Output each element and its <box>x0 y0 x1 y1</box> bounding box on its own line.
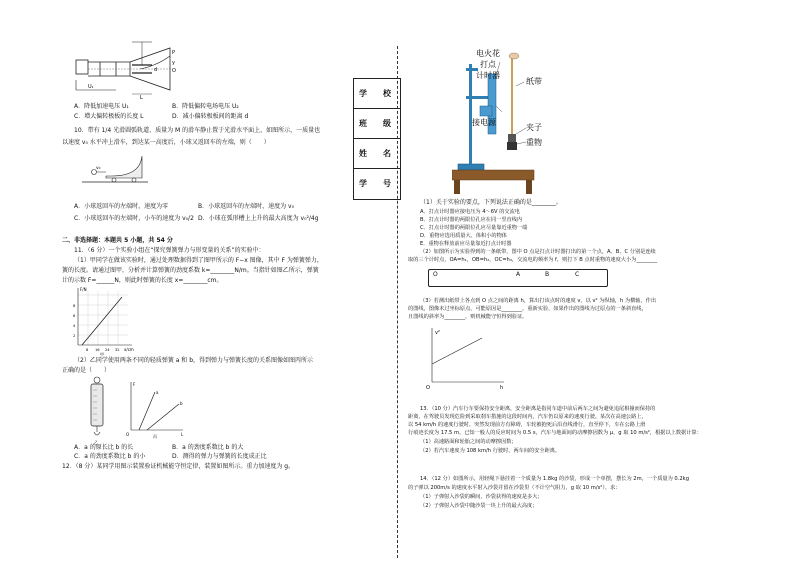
q14-part1: （1）子弹射入沙袋的瞬间，沙袋获得的速度是多大； <box>420 494 543 500</box>
graph-h-axis: h <box>500 385 504 391</box>
q13-line2: 距离，在驾驶员发现危险到采取刹车措施的这段时间内，汽车仍以原来的速度行驶。某次在高速公路上， <box>408 414 647 420</box>
graph-v2-axis: v² <box>435 330 440 336</box>
q12-part2-a: （2）如图所示为实验得到的一条纸带，图中 O 点是打点计时器打出的第一个点，A、B、C 分别是连续 <box>420 249 656 255</box>
q12-part3-c: 且图线的斜率为________，则机械能守恒得到验证。 <box>408 314 528 320</box>
q11-option-a: A．a 的原长比 b 的长 <box>74 444 134 451</box>
q13-line3: 以 54 km/h 的速度行驶时，突然发现前方有障碍，车轮被抱死后沿直线滑行，直至停下，车在公路上滑 <box>408 422 646 428</box>
q12-part3-b: 的图线，图像未过坐标原点，可能原因是________。重新实验，如果作出的图线为过原点的一条斜直线， <box>408 306 647 312</box>
q10-line1: 10．带有 1/4 光滑圆弧轨道、质量为 M 的滑车静止置于光滑水平面上，如图所示，一质量也 <box>74 127 321 134</box>
graph-origin: O <box>126 432 130 437</box>
q9-option-b: B．降低偏转电场电压 U₂ <box>172 103 239 110</box>
q12-option-e: E．重物在释放前应尽量靠近打点计时器 <box>420 241 512 247</box>
section-heading: 二、非选择题：本题共 5 小题，共 54 分 <box>62 237 173 244</box>
info-name: 姓 名 <box>354 139 400 169</box>
q13-line1: 13．（10 分）汽车行车要保持安全距离，安全距离是指同车道中前后两车之间为避免追尾相撞而保持的 <box>420 406 656 412</box>
q14-line1: 14．（12 分）如图所示，用轻绳下悬挂着一个质量为 1.8kg 的沙袋，形成一个单摆，摆长为 2m，一个质量为 0.2kg <box>420 476 689 482</box>
deflection-tube-figure <box>70 38 190 100</box>
graph-v2-origin: O <box>426 385 430 391</box>
paper-tape <box>428 269 608 287</box>
graph-x-tick: 8 <box>86 348 89 352</box>
q11-line1: 11．（6 分）一个实验小组在“探究弹簧弹力与形变量的关系”的实验中： <box>74 247 265 254</box>
tape-point-o: O <box>433 271 438 278</box>
graph-x-tick: 24 <box>105 348 110 352</box>
q11-option-b: B．a 的劲度系数比 b 的大 <box>172 444 244 451</box>
info-class: 班 级 <box>354 109 400 139</box>
free-fall-apparatus <box>452 46 602 194</box>
graph-y-tick: 2 <box>73 334 76 338</box>
tube-label-d: d <box>154 67 158 73</box>
graph-y-tick: 4 <box>73 324 76 328</box>
label-clip: 夹子 <box>526 123 542 132</box>
tube-label-y: y <box>172 60 175 66</box>
q11-line6: 正确的是（ ） <box>62 367 111 374</box>
v2-h-graph <box>424 324 510 392</box>
q11-line5: （2）乙同学使用两条不同的轻质弹簧 a 和 b，得到弹力与弹簧长度的关系图像如图丙所示 <box>74 357 314 364</box>
q9-option-d: D．减小偏转极板间的距离 d <box>172 113 249 120</box>
label-power: 接电源 <box>472 118 496 127</box>
q11-option-c: C．a 的劲度系数比 b 的小 <box>74 453 146 460</box>
graph-caption-jia: 甲 <box>100 352 104 357</box>
student-info-box <box>353 78 401 200</box>
graph-axis-f: F <box>133 382 136 387</box>
spring-fx-graph <box>68 285 138 357</box>
q10-option-b: B．小球返回车的左端时，速度为 v₀ <box>198 203 294 210</box>
tape-point-b: B <box>545 271 550 278</box>
q11-option-d: D．测得的弹力与弹簧的长度成正比 <box>172 453 267 460</box>
q13-part1: （1）高速路面和轮胎之间的动摩擦因数； <box>420 439 517 445</box>
graph-y-tick: 8 <box>73 304 76 308</box>
q10-line2: 以速度 v₀ 水平冲上滑车，到达某一高度后，小球又返回车的左端，则（ ） <box>62 139 270 146</box>
spring-scale-figure <box>86 376 108 446</box>
q9-option-c: C．增大偏转极板的长度 L <box>74 113 144 120</box>
q12-part1: （1）关于实验的要点，下列说法正确的是________。 <box>420 199 562 206</box>
graph-x-tick: 32 <box>115 348 120 352</box>
tube-label-p: P <box>172 50 176 56</box>
tape-point-c: C <box>575 271 580 278</box>
q12-option-a: A．打点计时器应接电压为 4～6V 的交流电 <box>420 209 520 215</box>
q10-option-a: A．小球返回车的左端时，速度为零 <box>74 203 169 210</box>
graph-caption-bing: 丙 <box>153 434 157 439</box>
q12-option-c: C．打点计时器的两限位孔应尽量靠近重物一端 <box>420 225 528 231</box>
q13-line4: 行痕迹长度为 17.5 m。已知一般人的反应时间为 0.5 s，汽车与地面间的动摩擦因数为 μ，g 取 10 m/s²，根据以上数据计算： <box>408 430 702 436</box>
q12-intro: 12．（8 分）某同学用图示装置验证机械能守恒定律，装置如图所示。重力加速度为 g。 <box>62 463 295 470</box>
label-timer-2: 计时器 <box>476 71 500 80</box>
label-spark: 电火花 <box>476 49 500 58</box>
q12-option-b: B．打点计时器的两限位孔应在同一竖直线内 <box>420 217 523 223</box>
graph-y-tick: 6 <box>73 314 76 318</box>
info-school: 学 校 <box>354 79 400 109</box>
graph-x-tick: 16 <box>95 348 100 352</box>
column-divider <box>397 46 398 558</box>
q12-option-d: D．重物应选用质量大、体积小的物体 <box>420 233 507 239</box>
spring-fl-graph <box>125 380 187 440</box>
q14-line2: 的子弹以 200m/s 的速度水平射入沙袋并留在沙袋里（不计空气阻力，g 取 10 m/s²），求： <box>408 485 621 491</box>
graph-caption-yi: 乙 <box>94 440 98 445</box>
label-timer-1: 打点 <box>480 60 496 69</box>
cart-v0-label: v₀ <box>96 166 101 171</box>
q14-part2: （2）子弹射入沙袋中随沙袋一块上升的最大高度； <box>420 503 538 509</box>
info-id: 学 号 <box>359 178 395 188</box>
tube-label-u1: U₁ <box>88 84 94 90</box>
q10-option-d: D．小球在弧形槽上上升的最大高度为 v₀²/4g <box>198 215 319 222</box>
q12-part2-b: 取的三个计时点，OA=h₁，OB=h₂，OC=h₃，交流电的频率为 f，则打下 B 点时重物的速度大小为________ <box>408 257 658 263</box>
q11-line3: 簧的长度。请通过图甲，分析并计算弹簧的劲度系数 k=________N/m。当指针如图乙所示，弹簧 <box>62 267 319 274</box>
q10-option-c: C．小球返回车的左端时，小车的速度为 v₀/2 <box>74 215 194 222</box>
q11-line2: （1）甲同学在做该实验时，通过处理数据得到了图甲所示的 F−x 图像，其中 F 为弹簧弹力， <box>74 257 323 264</box>
tape-point-a: A <box>516 271 521 278</box>
cart-figure <box>82 150 152 190</box>
q12-part3-a: （3）若测出纸带上各点到 O 点之间的距离 h，算出打该点时的速度 v，以 v² 为纵轴，h 为横轴，作出 <box>420 298 657 304</box>
curve-label-a: a <box>156 390 159 395</box>
curve-label-b: b <box>180 401 183 406</box>
tube-label-l: L <box>140 95 143 100</box>
q11-line4: 计的示数 F=______N，则此时弹簧的长度 x=________cm。 <box>62 277 223 284</box>
q13-part2: （2）若汽车速度为 108 km/h 行驶时，两车间的安全距离。 <box>420 448 561 454</box>
graph-y-axis-label: F/N <box>80 287 87 292</box>
tube-label-o: O <box>172 68 176 74</box>
label-mass: 重物 <box>526 138 542 147</box>
label-tape: 纸带 <box>526 77 542 86</box>
graph-x-axis-label: x/cm <box>124 347 134 352</box>
graph-axis-l: L <box>181 432 184 437</box>
q9-option-a: A．降低加速电压 U₁ <box>74 103 129 110</box>
